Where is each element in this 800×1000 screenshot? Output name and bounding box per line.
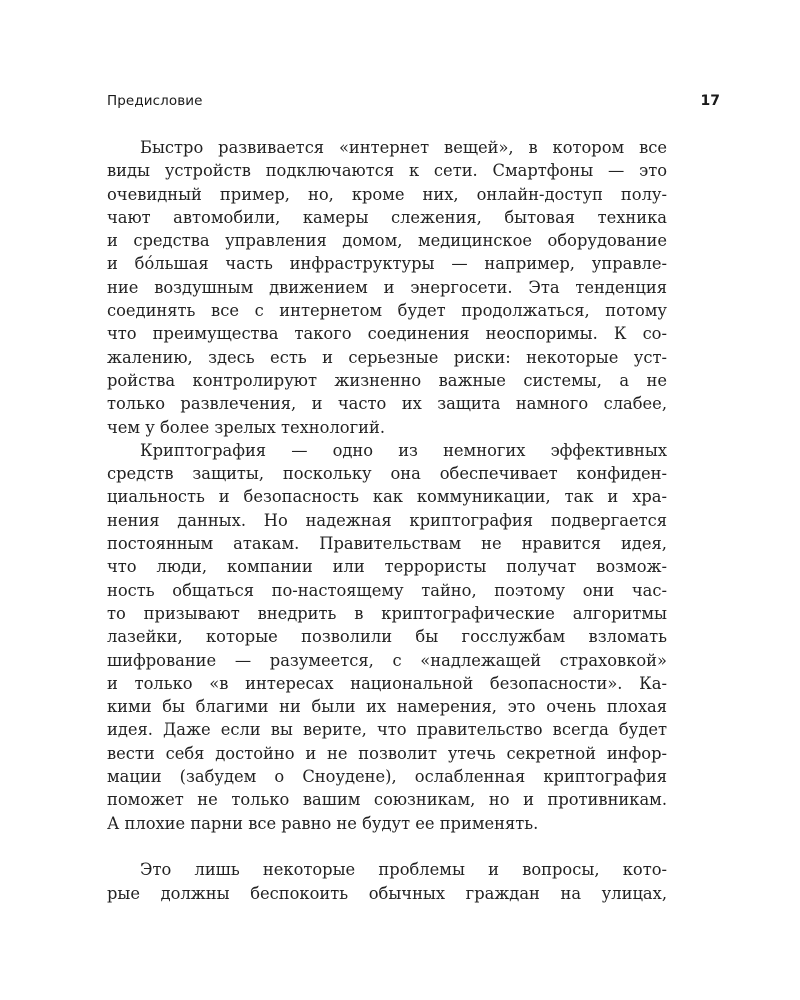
text-line: что люди, компании или террористы получат возмож- — [107, 557, 667, 577]
text-line: соединять все с интернетом будет продолжаться, потому — [107, 301, 667, 321]
text-line: чают автомобили, камеры слежения, бытовая техника — [107, 207, 667, 227]
text-line: нения данных. Но надежная криптография подвергается — [107, 510, 667, 530]
text-line: и бóльшая часть инфраструктуры — например, управле- — [107, 254, 667, 274]
text-line: то призывают внедрить в криптографические алгоритмы — [107, 603, 667, 623]
text-line: и только «в интересах национальной безопасности». Ка- — [107, 673, 667, 693]
text-line: ние воздушным движением и энергосети. Эта тенденция — [107, 277, 667, 297]
text-line: шифрование — разумеется, с «надлежащей страховкой» — [107, 650, 667, 670]
text-line: поможет не только вашим союзникам, но и противникам. — [107, 790, 667, 810]
text-line: ность общаться по-настоящему тайно, поэтому они час- — [107, 580, 667, 600]
paragraph-2 — [107, 439, 667, 835]
text-line: что преимущества такого соединения неоспоримы. К со- — [107, 324, 667, 344]
text-line: вести себя достойно и не позволит утечь секретной инфор- — [107, 743, 667, 763]
text-line: средств защиты, поскольку она обеспечивает конфиден- — [107, 464, 667, 484]
text-line: рые должны беспокоить обычных граждан на улицах, — [107, 883, 667, 903]
text-line: ройства контролируют жизненно важные системы, а не — [107, 370, 667, 390]
paragraph-3 — [107, 858, 667, 905]
text-line: очевидный пример, но, кроме них, онлайн-доступ полу- — [107, 184, 667, 204]
text-line: мации (забудем о Сноудене), ослабленная криптография — [107, 767, 667, 787]
text-line: Быстро развивается «интернет вещей», в котором все — [140, 138, 667, 157]
text-line: постоянным атакам. Правительствам не нравится идея, — [107, 534, 667, 554]
text-line: виды устройств подключаются к сети. Смартфоны — это — [107, 161, 667, 181]
text-line: Криптография — одно из немногих эффективных — [140, 440, 667, 460]
body-text — [107, 136, 667, 905]
text-line: идея. Даже если вы верите, что правительство всегда будет — [107, 720, 667, 740]
text-line: А плохие парни все равно не будут ее применять. — [107, 813, 539, 833]
text-line: только развлечения, и часто их защита намного слабее, — [107, 394, 667, 414]
text-line: чем у более зрелых технологий. — [107, 417, 386, 437]
running-header — [107, 91, 720, 111]
page-number: 17 — [700, 93, 720, 109]
text-line: лазейки, которые позволили бы госслужбам взломать — [107, 627, 667, 647]
paragraph-spacer — [107, 835, 667, 858]
text-line: Это лишь некоторые проблемы и вопросы, кото- — [140, 860, 667, 880]
chapter-title: Предисловие — [107, 93, 203, 109]
paragraph-1 — [107, 136, 667, 439]
text-line: жалению, здесь есть и серьезные риски: некоторые уст- — [107, 347, 667, 367]
text-line: и средства управления домом, медицинское оборудование — [107, 231, 667, 251]
text-line: кими бы благими ни были их намерения, это очень плохая — [107, 697, 667, 717]
text-line: циальность и безопасность как коммуникации, так и хра- — [107, 487, 667, 507]
